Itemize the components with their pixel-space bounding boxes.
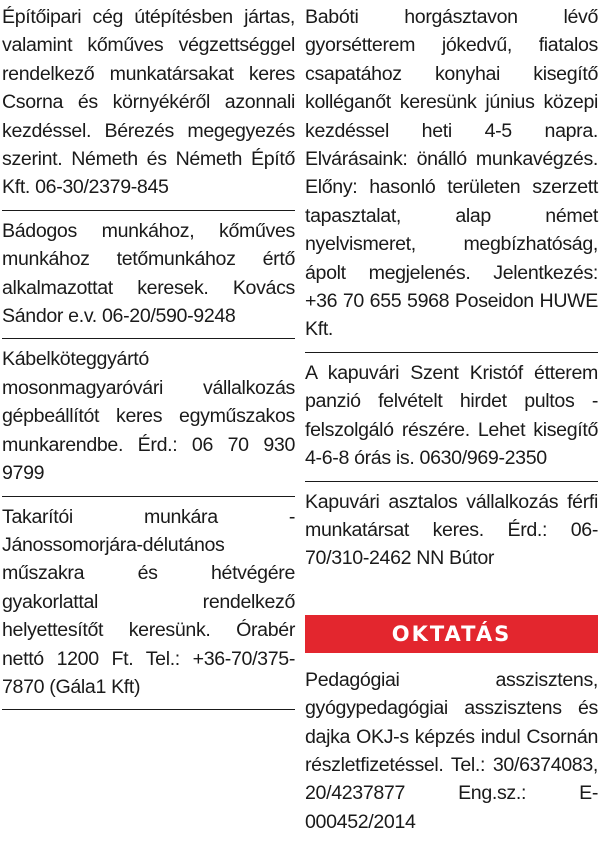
classified-ad-cable-harness: Kábelköteggyártó mosonmagyaróvári vállalkozás gépbeállítót keres egyműszakos munkarendbe. Érd.: 06 70 930 9799 [2, 339, 295, 496]
classified-ad-restaurant: A kapuvári Szent Kristóf étterem panzió felvételt hirdet pultos - felszolgáló részére. Lehet kisegítő 4-6-8 órás is. 0630/969-2350 [305, 353, 598, 482]
classified-ad-fast-food: Babóti horgásztavon lévő gyorsétterem jókedvű, fiatalos csapatához konyhai kisegítő kolléganőt keresünk június közepi kezdéssel heti 4-5 napra. Elvárásaink: önálló munkavégzés. Előny: hasonló területen szerzett tapasztalat, alap német nyelvismeret, megbízhatóság, ápolt megjelenés. Jelentkezés: +36 70 655 5968 Poseidon HUWE Kft. [305, 0, 598, 353]
left-column [2, 0, 295, 710]
classified-ad-cleaning: Takarítói munkára -Jánossomorjára-délutános műszakra és hétvégére gyakorlattal rendelkező helyettesítőt keresünk. Órabér nettó 1200 Ft. Tel.: +36-70/375-7870 (Gála1 Kft) [2, 497, 295, 711]
classified-ad-education: Pedagógiai asszisztens, gyógypedagógiai asszisztens és dajka OKJ-s képzés indul Csornán részletfizetéssel. Tel.: 30/6374083, 20/4237877 Eng.sz.: E-000452/2014 [305, 668, 598, 833]
classified-ad-construction: Építőipari cég útépítésben jártas, valamint kőműves végzettséggel rendelkező munkatársakat keres Csorna és környékéről azonnali kezdéssel. Bérezés megegyezés szerint. Németh és Németh Építő Kft. 06-30/2379-845 [2, 0, 295, 211]
right-column [305, 0, 598, 844]
section-header-education: OKTATÁS [305, 615, 598, 653]
classified-ad-carpentry: Kapuvári asztalos vállalkozás férfi munkatársat keres. Érd.: 06-70/310-2462 NN Bútor [305, 490, 598, 570]
classified-ad-roofing: Bádogos munkához, kőműves munkához tetőmunkához értő alkalmazottat keresek. Kovács Sándor e.v. 06-20/590-9248 [2, 211, 295, 340]
